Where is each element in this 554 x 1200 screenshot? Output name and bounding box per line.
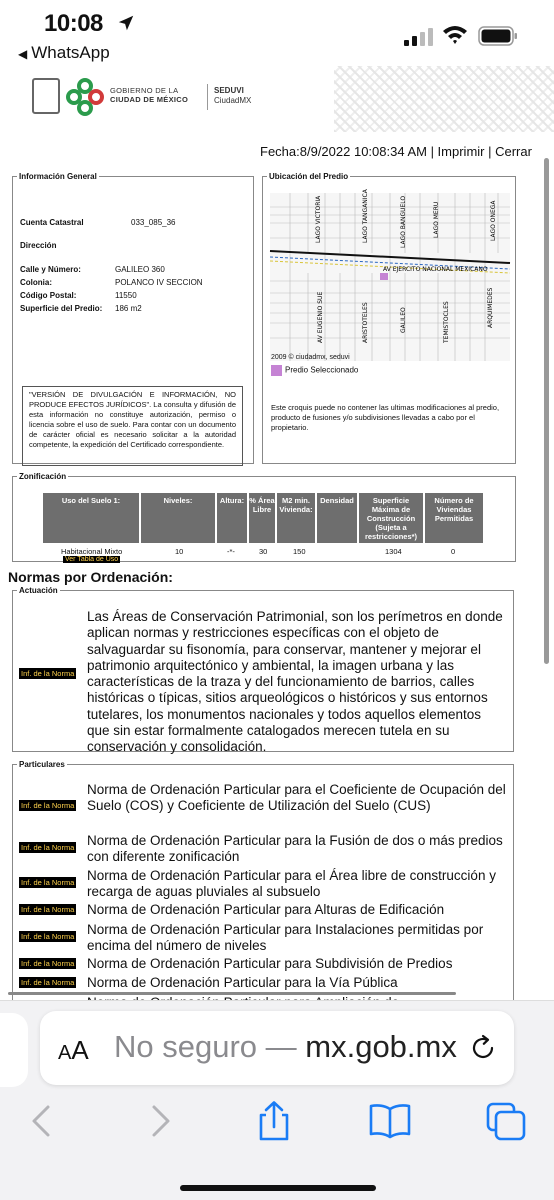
map-copyright: 2009 © ciudadmx, seduvi <box>271 354 350 361</box>
col-uso-suelo: Uso del Suelo 1: <box>43 493 139 543</box>
aa-big: A <box>71 1035 89 1065</box>
zonificacion-table-header <box>43 493 483 543</box>
back-triangle-icon: ◀ <box>18 47 28 61</box>
superficie-value: 186 m2 <box>115 304 142 313</box>
street-lago-banguelo: LAGO BANGUELO <box>400 195 407 248</box>
cell-altura: -*- <box>227 547 235 556</box>
norma-item: Norma de Ordenación Particular para la Fusión de dos o más predios con diferente zonificación <box>87 833 503 865</box>
zonificacion-panel <box>12 472 516 562</box>
gov-line-1: GOBIERNO DE LA <box>110 86 179 95</box>
inf-norma-button[interactable]: Inf. de la Norma <box>21 801 75 810</box>
direccion-label: Dirección <box>20 241 57 250</box>
location-map[interactable] <box>270 189 510 361</box>
norma-item: Norma de Ordenación Particular para Instalaciones permitidas por encima del número de niveles <box>87 922 484 954</box>
gov-name <box>110 86 188 104</box>
superficie-label: Superficie del Predio: <box>20 304 103 313</box>
wifi-icon <box>442 24 468 46</box>
cp-value: 11550 <box>115 291 137 300</box>
cell-superficie-max: 1304 <box>385 547 402 556</box>
aa-small: A <box>58 1042 72 1064</box>
norma-item: Norma de Ordenación Particular para el Coeficiente de Ocupación del Suelo (COS) y Coeficiente de Utilización del Suelo (CUS) <box>87 782 506 814</box>
cell-niveles: 10 <box>175 547 184 556</box>
street-eugenio-sue: AV EUGENIO SUE <box>317 291 324 343</box>
mexico-city-seal-icon <box>32 78 60 114</box>
horizontal-scrollbar[interactable] <box>8 992 456 995</box>
inf-norma-button[interactable]: Inf. de la Norma <box>21 978 75 987</box>
back-to-app-link[interactable] <box>18 43 110 63</box>
calle-value: GALILEO 360 <box>115 265 165 274</box>
particulares-legend: Particulares <box>19 760 65 769</box>
street-lago-victoria: LAGO VICTORIA <box>315 195 322 243</box>
disclaimer-box: "VERSIÓN DE DIVULGACIÓN E INFORMACIÓN, NO PRODUCE EFECTOS JURÍDICOS". La consulta y difusión de esta información no constituye autorización, permiso o licencia sobre el uso de suelo. Para contar con un documento de carácter oficial es necesario solicitar a la autoridad competente, la expedición del Certificado correspondiente. <box>22 386 243 466</box>
col-num-viviendas: Número de Viviendas Permitidas <box>425 493 483 543</box>
norma-item: Norma de Ordenación Particular para Alturas de Edificación <box>87 902 445 917</box>
reload-icon[interactable] <box>468 1033 498 1063</box>
map-legend <box>271 365 358 376</box>
url-display[interactable] <box>114 1029 457 1065</box>
inf-norma-button[interactable]: Inf. de la Norma <box>21 959 75 968</box>
url-host: mx.gob.mx <box>305 1029 457 1064</box>
norma-item: Norma de Ordenación Particular para el Área libre de construcción y recarga de aguas pluviales al subsuelo <box>87 868 496 900</box>
calle-label: Calle y Número: <box>20 265 81 274</box>
cell-area-libre: 30 <box>259 547 268 556</box>
col-altura: Altura: <box>217 493 247 543</box>
predio-swatch <box>271 365 282 376</box>
normas-title: Normas por Ordenación: <box>8 569 173 585</box>
cellular-signal-icon <box>404 28 434 46</box>
street-lago-onega: LAGO ONEGA <box>490 200 497 241</box>
actuacion-legend: Actuación <box>19 586 58 595</box>
forward-arrow-icon[interactable] <box>138 1101 182 1141</box>
inf-norma-button[interactable]: Inf. de la Norma <box>21 932 75 941</box>
inf-norma-button[interactable]: Inf. de la Norma <box>21 843 75 852</box>
croquis-note: Este croquis puede no contener las ultimas modificaciones al predio, producto de fusiones y/o subdivisiones llevadas a cabo por el propietario. <box>271 403 500 432</box>
dept-subtitle: CiudadMX <box>214 96 252 105</box>
cuenta-label: Cuenta Catastral <box>20 218 84 227</box>
cell-m2-vivienda: 150 <box>293 547 306 556</box>
cell-uso-suelo: Habitacional Mixto <box>61 547 123 556</box>
share-icon[interactable] <box>252 1101 296 1141</box>
info-general-legend: Información General <box>19 172 97 181</box>
col-densidad: Densidad <box>317 493 357 543</box>
street-ejercito-nacional: AV EJERCITO NACIONAL MEXICANO <box>383 266 488 273</box>
previous-tab-preview[interactable] <box>0 1013 28 1087</box>
particulares-panel <box>12 760 514 1010</box>
header-pattern <box>334 66 554 132</box>
home-indicator <box>180 1185 376 1191</box>
cuenta-value: 033_085_36 <box>131 218 176 227</box>
actuacion-panel <box>12 586 514 755</box>
reader-options-button[interactable] <box>58 1035 89 1066</box>
cp-label: Código Postal: <box>20 291 77 300</box>
ubicacion-panel <box>262 172 516 464</box>
inf-norma-button[interactable]: Inf. de la Norma <box>21 669 75 678</box>
actuacion-text: Las Áreas de Conservación Patrimonial, son los perímetros en donde aplican normas y restricciones específicas con el objeto de salvaguardar su fisonomía, para conservar, mantener y mejorar el patrimonio arquitectónico y ambiental, la imagen urbana y las características de la traza y del funcionamiento de barrios, calles históricas o típicas, sitios arqueológicos o históricos y sus entornos tutelares, los monumentos nacionales y todos aquellos elementos que sin estar formalmente catalogados merecen tutela en su conservación y consolidación. <box>87 609 503 755</box>
clock: 10:08 <box>44 10 103 37</box>
header-logos <box>32 78 352 118</box>
address-bar[interactable] <box>40 1011 514 1085</box>
dept-title: SEDUVI <box>214 86 244 95</box>
street-lago-tanganica: LAGO TANGANICA <box>362 189 369 243</box>
tabs-icon[interactable] <box>484 1101 528 1141</box>
back-arrow-icon[interactable] <box>20 1101 64 1141</box>
ver-tabla-link[interactable]: Ver Tabla de Uso <box>65 556 119 563</box>
col-niveles: Niveles: <box>141 493 215 543</box>
fecha-bar[interactable]: Fecha:8/9/2022 10:08:34 AM | Imprimir | Cerrar <box>260 144 532 159</box>
location-arrow-icon <box>117 14 135 32</box>
zonificacion-legend: Zonificación <box>19 472 67 481</box>
street-galileo: GALILEO <box>400 307 407 333</box>
col-m2-vivienda: M2 min. Vivienda: <box>277 493 315 543</box>
inf-norma-button[interactable]: Inf. de la Norma <box>21 905 75 914</box>
colonia-value: POLANCO IV SECCION <box>115 278 203 287</box>
street-temistocles: TEMISTOCLES <box>443 301 450 343</box>
street-arquimedes: ARQUIMEDES <box>487 287 494 328</box>
info-general-panel <box>12 172 254 464</box>
street-aristoteles: ARISTOTELES <box>362 302 369 343</box>
back-app-label: WhatsApp <box>31 43 110 62</box>
safari-toolbar <box>0 1000 554 1200</box>
battery-icon <box>478 25 518 47</box>
bookmarks-icon[interactable] <box>368 1101 412 1141</box>
gov-line-2: CIUDAD DE MÉXICO <box>110 95 189 104</box>
norma-item: Norma de Ordenación Particular para la Vía Pública <box>87 975 398 990</box>
ubicacion-legend: Ubicación del Predio <box>269 172 349 181</box>
status-bar <box>0 0 554 72</box>
norma-item: Norma de Ordenación Particular para Subdivisión de Predios <box>87 956 453 971</box>
url-security-label: No seguro — <box>114 1029 306 1064</box>
colonia-label: Colonia: <box>20 278 52 287</box>
col-area-libre: % Área Libre <box>249 493 275 543</box>
inf-norma-button[interactable]: Inf. de la Norma <box>21 878 75 887</box>
col-superficie-max: Superficie Máxima de Construcción (Sujeta a restricciones*) <box>359 493 423 543</box>
street-lago-meru: LAGO MERU <box>433 201 440 238</box>
map-legend-label: Predio Seleccionado <box>285 365 359 375</box>
cell-num-viviendas: 0 <box>451 547 456 556</box>
vertical-scrollbar[interactable] <box>544 158 549 664</box>
web-page <box>0 72 554 1000</box>
dept-name <box>214 86 251 106</box>
cdmx-logo-icon <box>66 78 104 116</box>
divider <box>207 84 208 110</box>
